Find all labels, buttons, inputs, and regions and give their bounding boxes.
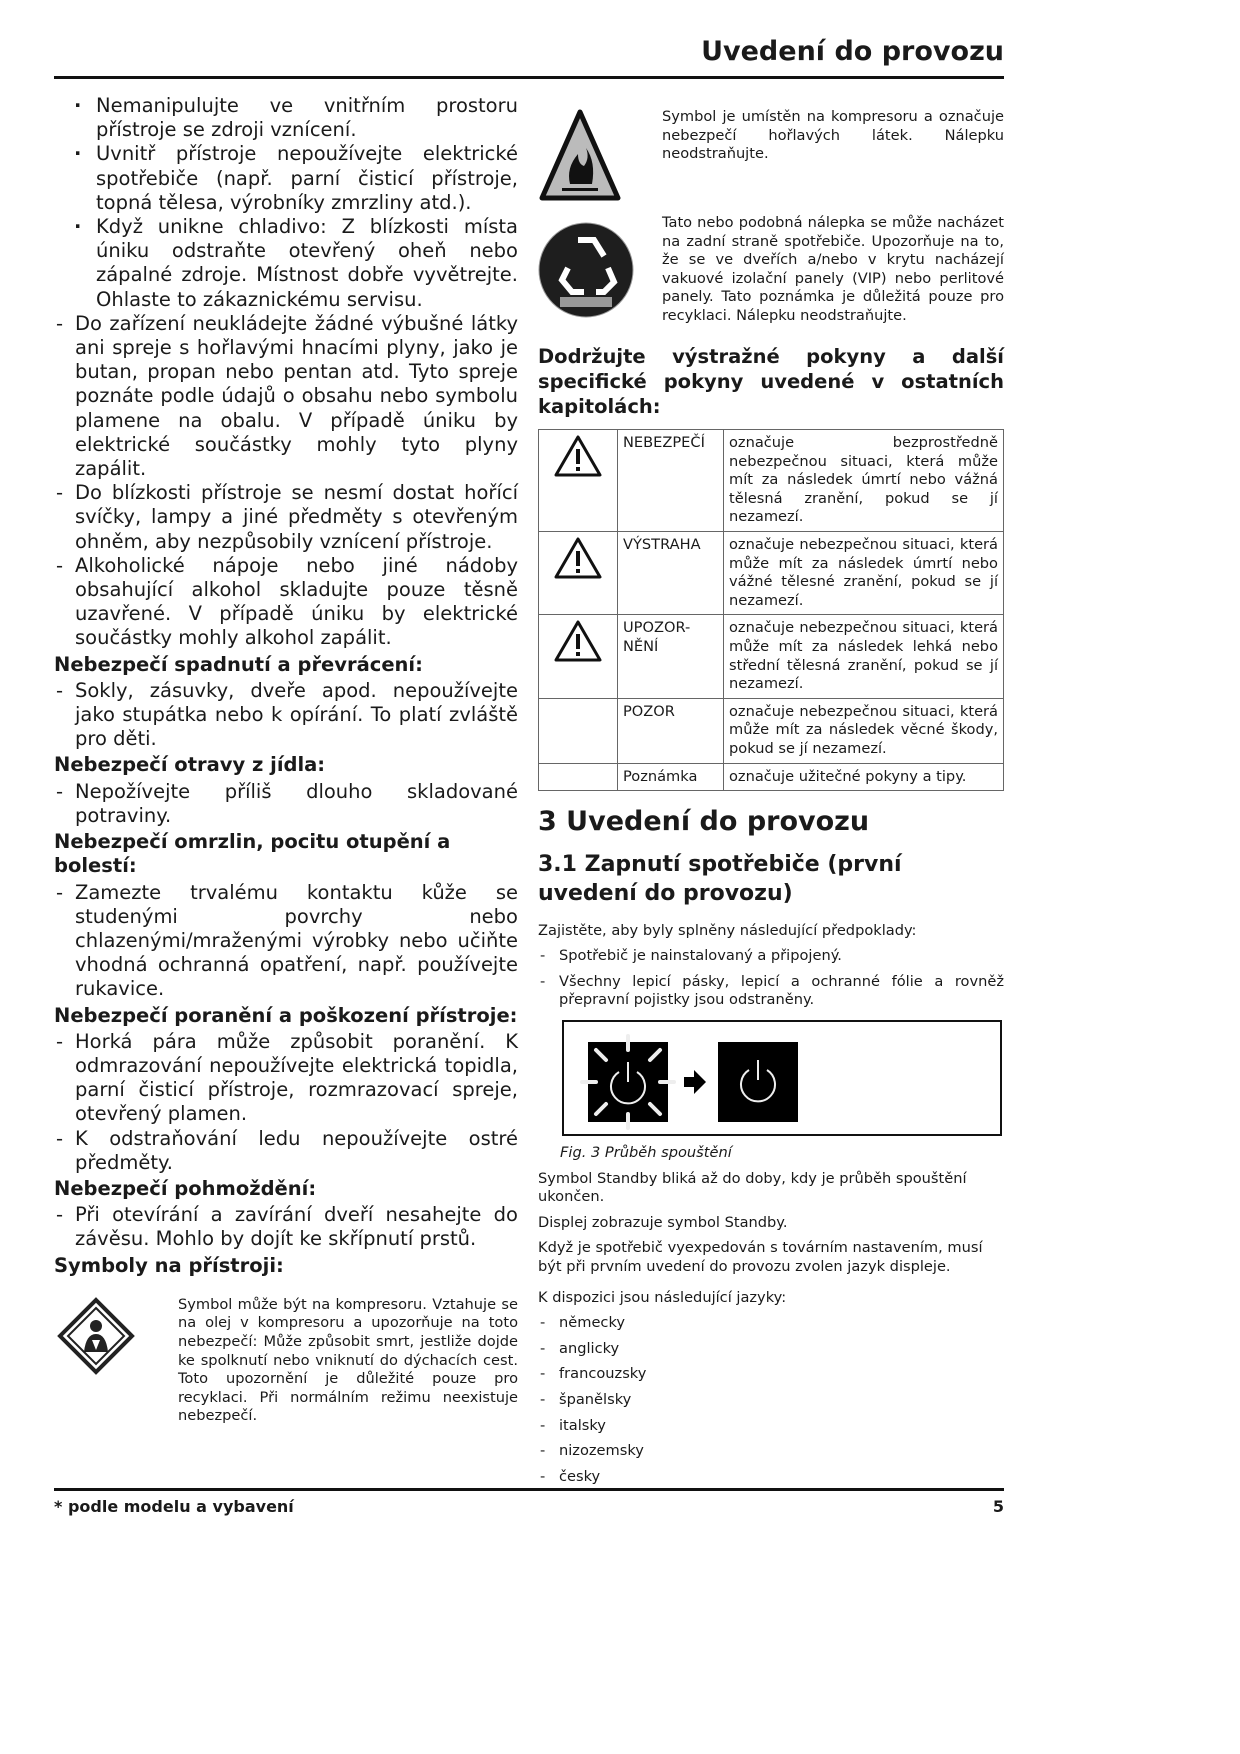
standby-blinking-icon bbox=[582, 1036, 674, 1128]
list-item: - Horká pára může způsobit poranění. K odmrazování nepoužívejte elektrická topidla, parní čisticí přístroje, rozmrazovací spreje, otevřený plamen. bbox=[54, 1030, 518, 1127]
table-row bbox=[539, 698, 1004, 763]
heading-fall: Nebezpečí spadnutí a převrácení: bbox=[54, 652, 423, 676]
list-item: - Alkoholické nápoje nebo jiné nádoby obsahující alkohol skladujte pouze těsně uzavřené. V případě úniku by elektrické součástky mohly alkohol zapálit. bbox=[54, 554, 518, 651]
list-item: · Když unikne chladivo: Z blízkosti místa úniku odstraňte otevřený oheň nebo zápalné zdroje. Místnost dobře vyvětrejte. Ohlaste to zákaznickému servisu. bbox=[54, 215, 518, 312]
table-row bbox=[539, 615, 1004, 698]
figure-caption: Fig. 3 Průběh spouštění bbox=[560, 1144, 732, 1162]
running-header: Uvedení do provozu bbox=[701, 36, 1004, 67]
heading-symbols: Symboly na přístroji: bbox=[54, 1253, 284, 1277]
warning-heading: Dodržujte výstražné pokyny a další specifické pokyny uvedené v ostatních kapitolách: bbox=[538, 345, 1004, 418]
signal-description: označuje užitečné pokyny a tipy. bbox=[724, 763, 1004, 791]
health-symbol-text: Symbol může být na kompresoru. Vztahuje se na olej v kompresoru a upozorňuje na toto nebezpečí: Může způsobit smrt, jestliže dojde ke spolknutí nebo vniknutí do dýchacích cest. Toto upozornění je důležité pouze pro recyklaci. Při normálním režimu neexistuje nebezpečí. bbox=[178, 1295, 518, 1425]
standby-icon bbox=[718, 1042, 798, 1122]
list-item: - Do blízkosti přístroje se nesmí dostat hořící svíčky, lampy a jiné předměty s otevřeným ohněm, aby nezpůsobily vznícení přístroje. bbox=[54, 481, 518, 554]
footer-note: * podle modelu a vybavení bbox=[54, 1497, 294, 1516]
health-hazard-icon bbox=[54, 1296, 164, 1376]
list-item: · Uvnitř přístroje nepoužívejte elektrické spotřebiče (např. parní čisticí přístroje, topná tělesa, výrobníky zmrzliny atd.). bbox=[54, 142, 518, 215]
heading-crush: Nebezpečí pohmoždění: bbox=[54, 1176, 317, 1200]
flame-symbol-text: Symbol je umístěn na kompresoru a označuje nebezpečí hořlavých látek. Nálepku neodstraňujte. bbox=[662, 108, 1004, 163]
signal-description: označuje bezprostředně nebezpečnou situaci, která může mít za následek úmrtí nebo vážná tělesná zranění, pokud se jí nezamezí. bbox=[724, 430, 1004, 532]
heading-food: Nebezpečí otravy z jídla: bbox=[54, 753, 326, 777]
footer-rule bbox=[54, 1488, 1004, 1491]
list-item: - Při otevírání a zavírání dveří nesahejte do závěsu. Mohlo by dojít ke skřípnutí prstů. bbox=[54, 1203, 518, 1251]
signal-description: označuje nebezpečnou situaci, která může mít za následek lehká nebo střední tělesná zranění, pokud se jí nezamezí. bbox=[724, 615, 1004, 698]
list-item: - nizozemsky bbox=[538, 1442, 1004, 1461]
table-row bbox=[539, 531, 1004, 614]
list-item: - španělsky bbox=[538, 1391, 1004, 1410]
paragraph: Displej zobrazuje symbol Standby. bbox=[538, 1213, 788, 1231]
list-item: - německy bbox=[538, 1314, 1004, 1333]
list-item: - italsky bbox=[538, 1417, 1004, 1436]
list-item: - francouzsky bbox=[538, 1365, 1004, 1384]
list-item: - Sokly, zásuvky, dveře apod. nepoužívejte jako stupátka nebo k opírání. To platí zvláště pro děti. bbox=[54, 679, 518, 752]
paragraph: Když je spotřebič vyexpedován s továrním nastavením, musí být při prvním uvedení do provozu zvolen jazyk displeje. bbox=[538, 1239, 983, 1276]
list-item: - Zamezte trvalému kontaktu kůže se studenými povrchy nebo chlazenými/mraženými výrobky nebo učiňte vhodná ochranná opatření, např. používejte rukavice. bbox=[54, 881, 518, 1002]
list-item: - česky bbox=[538, 1468, 1004, 1487]
heading-injury: Nebezpečí poranění a poškození přístroje: bbox=[54, 1003, 518, 1027]
signal-word: VÝSTRAHA bbox=[618, 531, 724, 614]
table-row bbox=[539, 763, 1004, 791]
signal-description: označuje nebezpečnou situaci, která může mít za následek úmrtí nebo vážné tělesné zranění, pokud se jí nezamezí. bbox=[724, 531, 1004, 614]
warning-table bbox=[538, 429, 1004, 791]
subsection-title: 3.1 Zapnutí spotřebiče (první uvedení do provozu) bbox=[538, 851, 902, 906]
list-item: - Všechny lepicí pásky, lepicí a ochranné fólie a rovněž přepravní pojistky jsou odstraněny. bbox=[538, 973, 1004, 1010]
flammable-warning-icon bbox=[538, 108, 648, 204]
paragraph: Symbol Standby bliká až do doby, kdy je průběh spouštění ukončen. bbox=[538, 1169, 967, 1206]
left-column bbox=[54, 94, 518, 1436]
warning-triangle-icon bbox=[553, 619, 603, 663]
section-title: 3 Uvedení do provozu bbox=[538, 806, 870, 838]
recycling-vip-icon bbox=[538, 214, 648, 334]
warning-triangle-icon bbox=[553, 536, 603, 580]
table-row bbox=[539, 430, 1004, 532]
figure-startup bbox=[562, 1020, 1002, 1136]
header-rule bbox=[54, 76, 1004, 79]
page-number: 5 bbox=[992, 1497, 1004, 1516]
warning-triangle-icon bbox=[553, 434, 603, 478]
signal-word: NEBEZPEČÍ bbox=[618, 430, 724, 532]
list-item: - Spotřebič je nainstalovaný a připojený. bbox=[538, 947, 1004, 966]
list-item: - anglicky bbox=[538, 1340, 1004, 1359]
list-item: · Nemanipulujte ve vnitřním prostoru přístroje se zdroji vznícení. bbox=[54, 94, 518, 142]
arrow-right-icon bbox=[684, 1070, 706, 1094]
prereq-intro: Zajistěte, aby byly splněny následující předpoklady: bbox=[538, 921, 917, 939]
list-item: - Do zařízení neukládejte žádné výbušné látky ani spreje s hořlavými hnacími plyny, jako je butan, propan nebo pentan atd. Tyto spreje poznáte podle údajů o obsahu nebo symbolu plamene na obalu. V případě úniku by elektrické součástky mohly tyto plyny zapálit. bbox=[54, 312, 518, 481]
list-item: - Nepožívejte příliš dlouho skladované potraviny. bbox=[54, 780, 518, 828]
signal-word: UPOZOR-NĚNÍ bbox=[618, 615, 724, 698]
right-column bbox=[538, 108, 1004, 1493]
signal-description: označuje nebezpečnou situaci, která může mít za následek věcné škody, pokud se jí nezamezí. bbox=[724, 698, 1004, 763]
paragraph: K dispozici jsou následující jazyky: bbox=[538, 1288, 787, 1306]
list-item: - K odstraňování ledu nepoužívejte ostré předměty. bbox=[54, 1127, 518, 1175]
signal-word: POZOR bbox=[618, 698, 724, 763]
recycle-symbol-text: Tato nebo podobná nálepka se může nacházet na zadní straně spotřebiče. Upozorňuje na to, že se ve dveřích a/nebo v krytu nacházejí vakuové izolační panely (VIP) nebo perlitové panely. Tato poznámka je důležitá pouze pro recyklaci. Nálepku neodstraňujte. bbox=[662, 214, 1004, 324]
heading-frost: Nebezpečí omrzlin, pocitu otupění a bolestí: bbox=[54, 830, 451, 878]
signal-word: Poznámka bbox=[618, 763, 724, 791]
